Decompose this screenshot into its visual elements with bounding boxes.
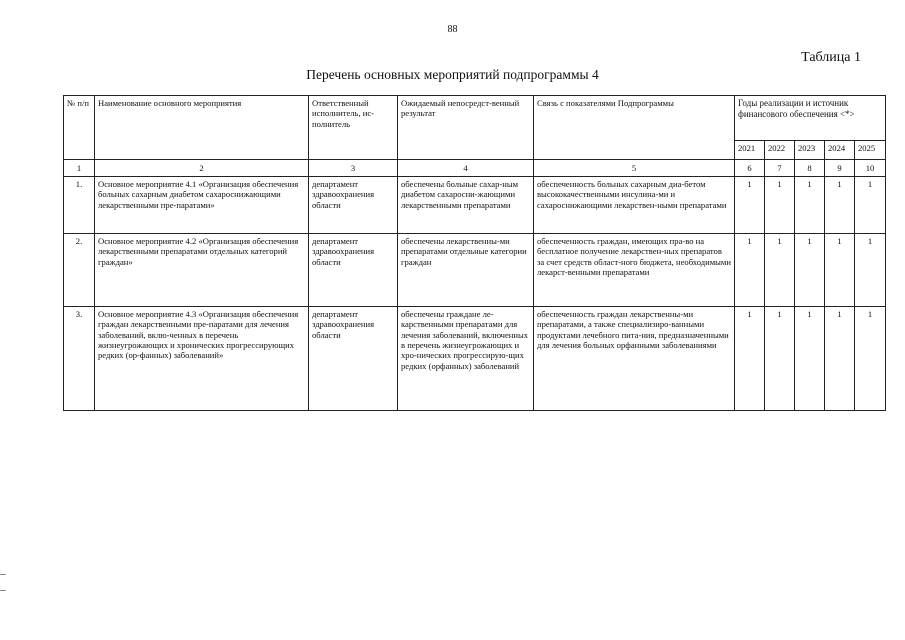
year-value: 1 [855,234,886,307]
expected-result: обеспечены лекарственны-ми препаратами отдельные категории граждан [398,234,534,307]
responsible-executor: департамент здравоохранения области [309,307,398,411]
row-number: 3. [64,307,95,411]
header-responsible: Ответственный исполнитель, ис-полнитель [309,96,398,160]
year-value: 1 [825,307,855,411]
column-index: 5 [534,160,735,177]
column-index-row [64,160,886,177]
responsible-executor: департамент здравоохранения области [309,177,398,234]
document-title: Перечень основных мероприятий подпрограммы 4 [306,67,599,82]
column-index: 1 [64,160,95,177]
indicator-link: обеспеченность граждан, имеющих пра-во на бесплатное получение лекарствен-ных препаратов за счет средств област-ного бюджета, необходимыми лекарст-венными препаратами [534,234,735,307]
row-number: 1. [64,177,95,234]
column-index: 8 [795,160,825,177]
year-value: 1 [795,234,825,307]
column-index: 10 [855,160,886,177]
year-value: 1 [735,307,765,411]
year-value: 1 [825,177,855,234]
year-value: 1 [855,177,886,234]
column-index: 2 [95,160,309,177]
table-label: Таблица 1 [801,50,861,65]
header-year: 2025 [855,141,886,160]
year-value: 1 [765,234,795,307]
column-index: 6 [735,160,765,177]
column-index: 9 [825,160,855,177]
table-row [64,307,886,411]
year-value: 1 [825,234,855,307]
header-row [64,96,886,141]
responsible-executor: департамент здравоохранения области [309,234,398,307]
expected-result: обеспечены граждане ле-карственными препаратами для лечения заболеваний, включенных в перечень жизнеугрожающих и хро-нических прогрессирую-щих редких (орфанных) заболеваний [398,307,534,411]
header-result: Ожидаемый непосредст-венный результат [398,96,534,160]
table-row [64,234,886,307]
scan-edge-mark [0,574,6,575]
year-value: 1 [735,234,765,307]
scan-edge-mark [0,590,6,591]
expected-result: обеспечены больные сахар-ным диабетом сахаросни-жающими лекарственными препаратами [398,177,534,234]
indicator-link: обеспеченность больных сахарным диа-бетом высококачественными инсулина-ми и сахароснижающими лекарствен-ными препаратами [534,177,735,234]
year-value: 1 [765,307,795,411]
activities-table [63,95,886,411]
column-index: 3 [309,160,398,177]
year-value: 1 [795,177,825,234]
table-row [64,177,886,234]
header-name: Наименование основного мероприятия [95,96,309,160]
year-value: 1 [765,177,795,234]
header-no: № п/п [64,96,95,160]
column-index: 7 [765,160,795,177]
page-number: 88 [447,24,458,35]
column-index: 4 [398,160,534,177]
activity-name: Основное мероприятие 4.2 «Организация обеспечения лекарственными препаратами отдельных категорий граждан» [95,234,309,307]
year-value: 1 [735,177,765,234]
activity-name: Основное мероприятие 4.3 «Организация обеспечения граждан лекарственными пре-паратами для лечения заболеваний, вклю-ченных в перечень жизнеугрожающих и хронических прогрессирующих редких (ор-фанных) заболеваний» [95,307,309,411]
header-year: 2022 [765,141,795,160]
header-year: 2024 [825,141,855,160]
year-value: 1 [855,307,886,411]
header-year: 2021 [735,141,765,160]
indicator-link: обеспеченность граждан лекарственны-ми препаратами, а также специализиро-ванными продуктами лечебного пита-ния, предназначенными для лечения больных орфанными заболеваниями [534,307,735,411]
activity-name: Основное мероприятие 4.1 «Организация обеспечения больных сахарным диабетом сахароснижающими лекарственными пре-паратами» [95,177,309,234]
header-year: 2023 [795,141,825,160]
row-number: 2. [64,234,95,307]
year-value: 1 [795,307,825,411]
header-link: Связь с показателями Подпрограммы [534,96,735,160]
header-years-group: Годы реализации и источник финансового обеспечения <*> [735,96,886,141]
